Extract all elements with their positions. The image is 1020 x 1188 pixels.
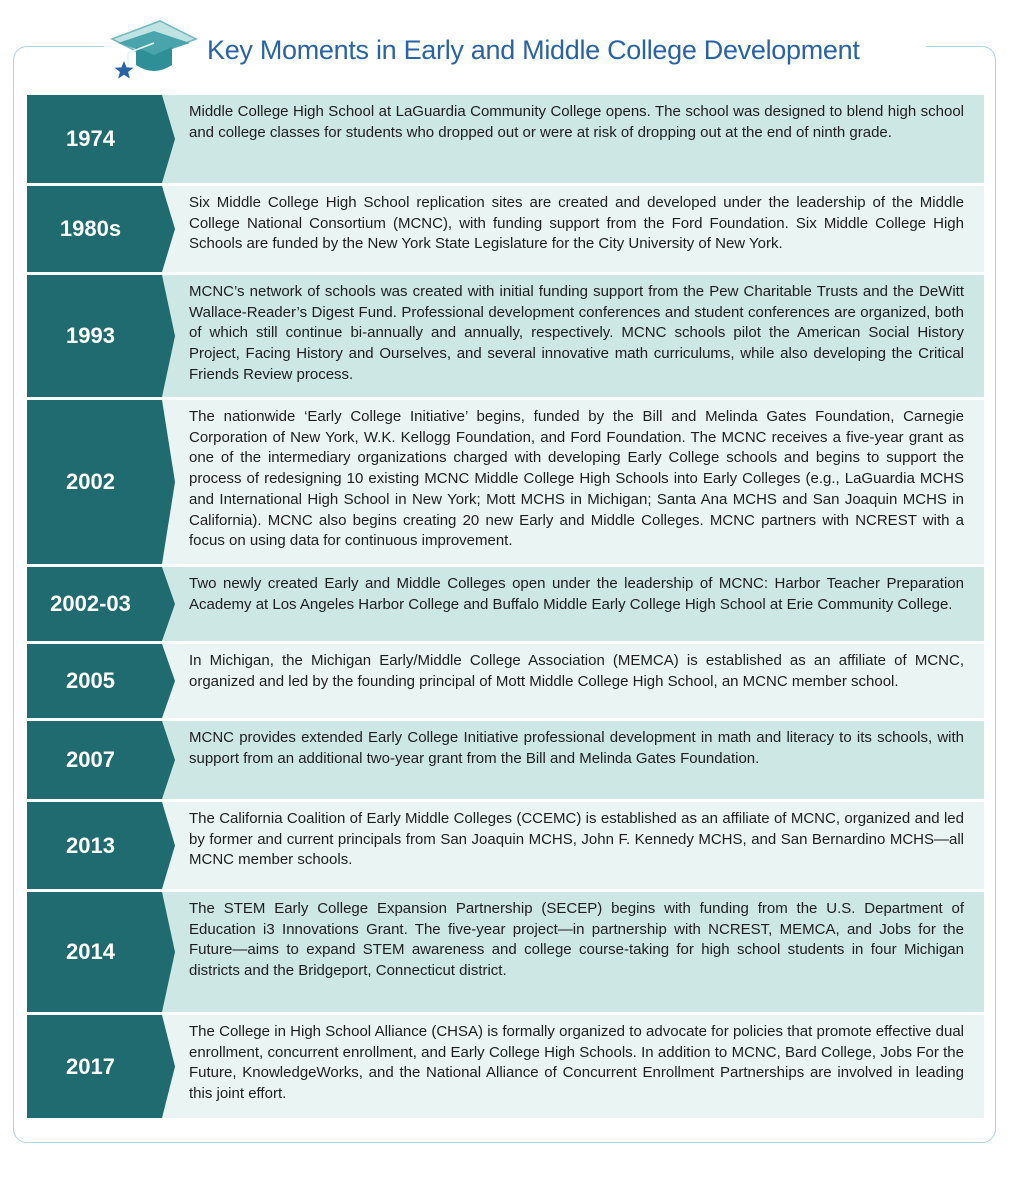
year-label-box <box>27 95 162 183</box>
timeline-row <box>27 644 984 718</box>
year-label-box <box>27 721 162 799</box>
year-label: 2002-03 <box>50 591 131 616</box>
year-label: 2014 <box>66 939 115 964</box>
timeline-description: Middle College High School at LaGuardia Community College opens. The school was designed to blend high school and college classes for students who dropped out or were at risk of dropping out at the end of ninth grade. <box>162 95 984 183</box>
year-label: 2013 <box>66 832 115 858</box>
year-label: 2005 <box>66 668 115 693</box>
year-label-box <box>27 567 162 641</box>
year-label-box <box>27 186 162 272</box>
year-label-box <box>27 892 162 1012</box>
year-label-box <box>27 400 162 564</box>
timeline-description: Two newly created Early and Middle Colleges open under the leadership of MCNC: Harbor Teacher Preparation Academy at Los Angeles Harbor College and Buffalo Middle Early College High School at Erie Community College. <box>162 567 984 641</box>
year-label: 2017 <box>66 1053 115 1079</box>
timeline-row <box>27 275 984 397</box>
timeline-description: The STEM Early College Expansion Partnership (SECEP) begins with funding from the U.S. Department of Education i3 Innovations Grant. The five-year project—in partnership with NCREST, MEMCA, and Jobs for the Future—aims to expand STEM awareness and college course-taking for high school students in four Michigan districts and the Bridgeport, Connecticut district. <box>162 892 984 1012</box>
timeline-description: The California Coalition of Early Middle Colleges (CCEMC) is established as an affiliate of MCNC, organized and led by former and current principals from San Joaquin MCHS, John F. Kennedy MCHS, and San Bernardino MCHS—all MCNC member schools. <box>162 802 984 889</box>
timeline-description: The College in High School Alliance (CHSA) is formally organized to advocate for policies that promote effective dual enrollment, concurrent enrollment, and Early College High Schools. In addition to MCNC, Bard College, Jobs For the Future, KnowledgeWorks, and the National Alliance of Concurrent Enrollment Partnerships are involved in leading this joint effort. <box>162 1015 984 1118</box>
year-label-box <box>27 1015 162 1118</box>
timeline-description: MCNC’s network of schools was created with initial funding support from the Pew Charitable Trusts and the DeWitt Wallace-Reader’s Digest Fund. Professional development conferences and student conferences are organized, both of which still continue bi-annually and annually, respectively. MCNC schools pilot the American Social History Project, Facing History and Ourselves, and several innovative math curriculums, while also developing the Critical Friends Review process. <box>162 275 984 397</box>
year-label: 1993 <box>66 323 115 348</box>
timeline-list <box>27 95 984 1121</box>
timeline-row <box>27 186 984 272</box>
year-label: 2007 <box>66 747 115 772</box>
graduation-cap-icon <box>108 17 200 83</box>
timeline-row <box>27 721 984 799</box>
timeline-row <box>27 567 984 641</box>
timeline-row <box>27 892 984 1012</box>
timeline-row <box>27 400 984 564</box>
year-label-box <box>27 275 162 397</box>
page-title: Key Moments in Early and Middle College Development <box>207 35 860 65</box>
year-label: 1980s <box>59 216 122 241</box>
year-label-box <box>27 802 162 889</box>
timeline-row <box>27 802 984 889</box>
timeline-row <box>27 1015 984 1118</box>
timeline-description: The nationwide ‘Early College Initiative’ begins, funded by the Bill and Melinda Gates Foundation, Carnegie Corporation of New York, W.K. Kellogg Foundation, and Ford Foundation. The MCNC receives a five-year grant as one of the intermediary organizations charged with developing Early College schools and begins to support the process of redesigning 10 existing MCNC Middle College High Schools into Early Colleges (e.g., LaGuardia MCHS and International High School in New York; Mott MCHS in Michigan; Santa Ana MCHS and San Joaquin MCHS in California). MCNC also begins creating 20 new Early and Middle Colleges. MCNC partners with NCREST with a focus on using data for continuous improvement. <box>162 400 984 564</box>
year-label: 2002 <box>66 469 115 494</box>
year-label-box <box>27 644 162 718</box>
timeline-row <box>27 95 984 183</box>
year-label: 1974 <box>66 126 115 151</box>
timeline-description: In Michigan, the Michigan Early/Middle College Association (MEMCA) is established as an affiliate of MCNC, organized and led by the founding principal of Mott Middle College High School, an MCNC member school. <box>162 644 984 718</box>
timeline-description: MCNC provides extended Early College Initiative professional development in math and literacy to its schools, with support from an additional two-year grant from the Bill and Melinda Gates Foundation. <box>162 721 984 799</box>
timeline-description: Six Middle College High School replication sites are created and developed under the leadership of the Middle College National Consortium (MCNC), with funding support from the Ford Foundation. Six Middle College High Schools are funded by the New York State Legislature for the City University of New York. <box>162 186 984 272</box>
